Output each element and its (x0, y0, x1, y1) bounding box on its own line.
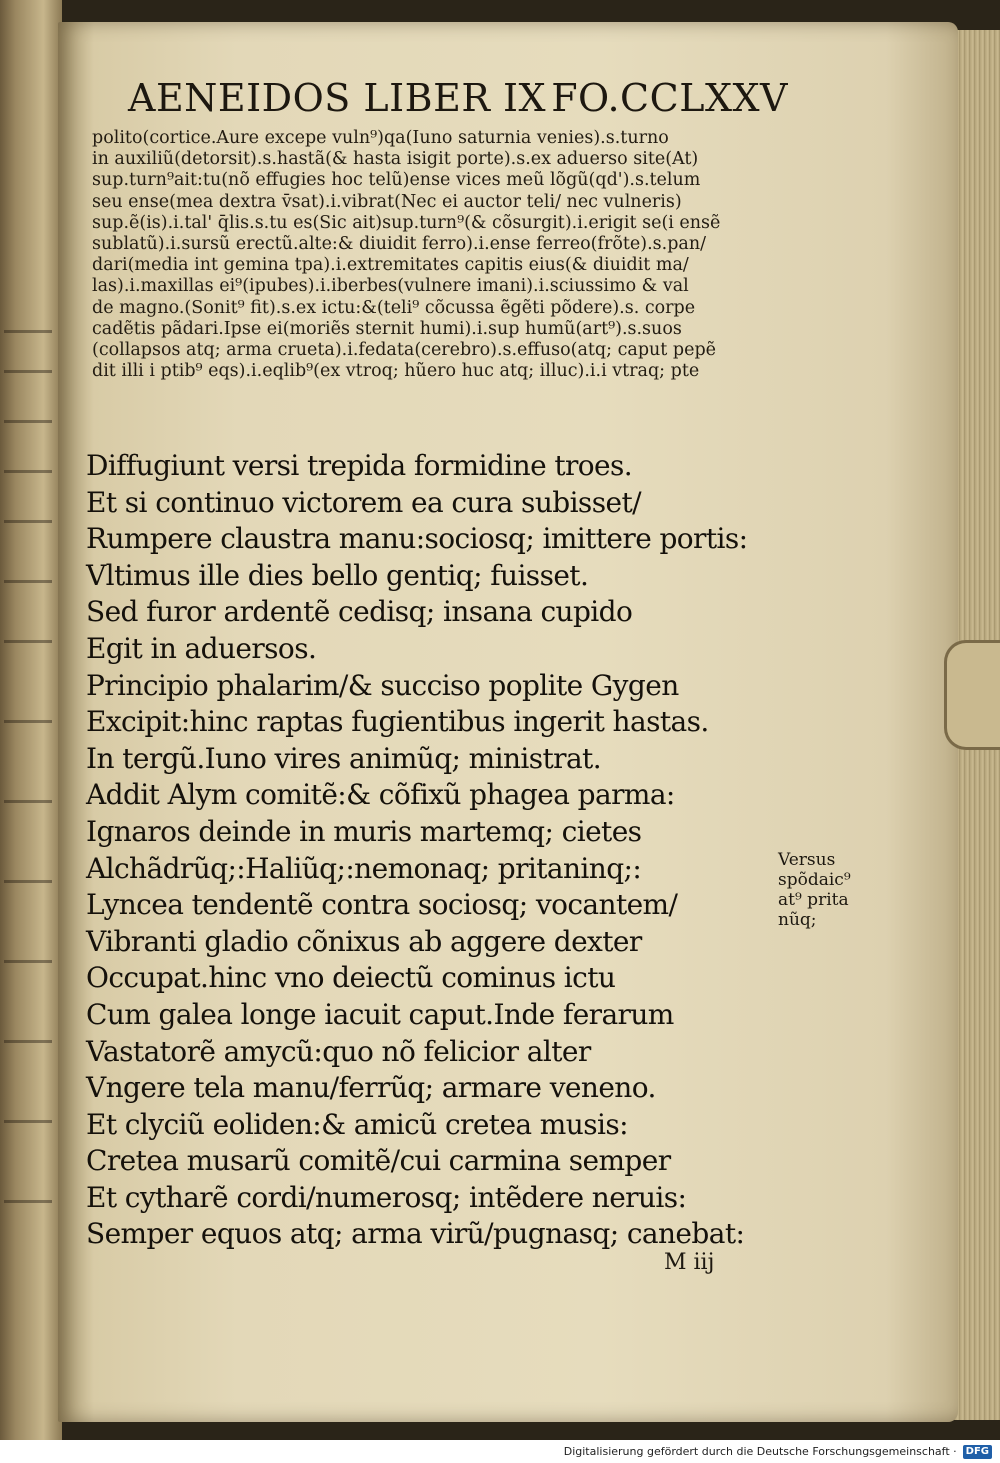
left-page-text-fragment (4, 1040, 52, 1043)
book-clasp (944, 640, 1000, 750)
left-page-text-fragment (4, 640, 52, 643)
verse-line: Vltimus ille dies bello gentiq; fuisset. (86, 558, 589, 592)
verse-block (86, 448, 786, 1253)
verse-line: Vastatorẽ amycũ:quo nõ felicior alter (86, 1034, 591, 1068)
verse-line: Semper equos atq; arma virũ/pugnasq; canebat: (86, 1217, 745, 1251)
left-page-text-fragment (4, 720, 52, 723)
funding-credit: Digitalisierung gefördert durch die Deutsche Forschungsgemeinschaft · (563, 1445, 957, 1458)
signature-mark: M iij (664, 1250, 715, 1275)
left-page-text-fragment (4, 800, 52, 803)
verse-line: Cretea musarũ comitẽ/cui carmina semper (86, 1144, 671, 1178)
left-page-text-fragment (4, 330, 52, 333)
book-title: AENEIDOS LIBER IX (128, 76, 547, 120)
verse-line: Ignaros deinde in muris martemq; cietes (86, 814, 642, 848)
marginal-note-line: Versus (778, 850, 836, 870)
commentary-line: sup.ẽ(is).i.tal' q̄lis.s.tu es(Sic ait)sup.turn⁹(& cõsurgit).i.erigit se(i ensẽ (92, 212, 721, 233)
verse-line: Diffugiunt versi trepida formidine troes. (86, 449, 633, 482)
left-page-text-fragment (4, 470, 52, 473)
commentary-line: dit illi i ptib⁹ eqs).i.eqlib⁹(ex vtroq; hũero huc atq; illuc).i.i vtraq; pte (92, 361, 700, 382)
marginal-note-line: at⁹ prita (778, 890, 849, 910)
verse-line: Et cytharẽ cordi/numerosq; intẽdere neruis: (86, 1180, 687, 1214)
dfg-logo: DFG (963, 1445, 992, 1459)
verse-line: In tergũ.Iuno vires animũq; ministrat. (86, 741, 602, 775)
left-page-text-fragment (4, 1200, 52, 1203)
verse-line: Addit Alym comitẽ:& cõfixũ phagea parma: (86, 778, 675, 812)
marginal-note (778, 850, 888, 930)
commentary-block (92, 128, 792, 382)
verse-line: Et clyciũ eoliden:& amicũ cretea musis: (86, 1107, 628, 1141)
commentary-line: polito(cortice.Aure excepe vuln⁹)qa(Iuno saturnia venies).s.turno (92, 128, 669, 148)
commentary-line: de magno.(Sonit⁹ fit).s.ex ictu:&(teli⁹ cõcussa ẽgẽti põdere).s. corpe (92, 297, 696, 318)
verse-line: Sed furor ardentẽ cedisq; insana cupido (86, 595, 633, 629)
commentary-line: sup.turn⁹ait:tu(nõ effugies hoc telũ)ense vices meũ lõgũ(qd').s.telum (92, 170, 701, 191)
commentary-line: cadẽtis pãdari.Ipse ei(moriẽs sternit humi).i.sup humũ(art⁹).s.suos (92, 318, 682, 339)
left-page-text-fragment (4, 370, 52, 373)
footer-bar (0, 1440, 1000, 1463)
left-page-text-fragment (4, 960, 52, 963)
verse-line: Vngere tela manu/ferrũq; armare veneno. (86, 1071, 656, 1105)
verse-line: Lyncea tendentẽ contra sociosq; vocantem/ (86, 888, 678, 922)
verse-line: Cum galea longe iacuit caput.Inde ferarum (86, 997, 674, 1031)
verse-line: Alchãdrũq;:Haliũq;:nemonaq; pritaninq;: (86, 851, 642, 885)
left-page-text-fragment (4, 880, 52, 883)
commentary-line: dari(media int gemina tpa).i.extremitates capitis eius(& diuidit ma/ (92, 255, 689, 276)
verse-line: Rumpere claustra manu:sociosq; imittere portis: (86, 522, 748, 556)
verse-line: Occupat.hinc vno deiectũ cominus ictu (86, 961, 616, 995)
commentary-line: sublatũ).i.sursũ erectũ.alte:& diuidit ferro).i.ense ferreo(frõte).s.pan/ (92, 233, 706, 254)
verse-line: Vibranti gladio cõnixus ab aggere dexter (86, 924, 642, 958)
left-page-fragment (0, 0, 62, 1440)
commentary-line: las).i.maxillas ei⁹(ipubes).i.iberbes(vulnere imani).i.sciussimo & val (92, 276, 689, 297)
left-page-text-fragment (4, 520, 52, 523)
folio-number: FO.CCLXXV (551, 76, 788, 120)
left-page-text-fragment (4, 420, 52, 423)
verse-line: Principio phalarim/& succiso poplite Gygen (86, 668, 679, 702)
verse-line: Excipit:hinc raptas fugientibus ingerit hastas. (86, 705, 709, 739)
marginal-note-line: nũq; (778, 910, 817, 930)
left-page-text-fragment (4, 1120, 52, 1123)
commentary-line: (collapsos atq; arma crueta).i.fedata(cerebro).s.effuso(atq; caput pepẽ (92, 339, 717, 360)
running-head (128, 76, 788, 120)
verse-line: Et si continuo victorem ea cura subisset/ (86, 485, 641, 519)
commentary-line: in auxiliũ(detorsit).s.hastã(& hasta isigit porte).s.ex aduerso site(At) (92, 149, 699, 170)
left-page-text-fragment (4, 580, 52, 583)
verse-line: Egit in aduersos. (86, 631, 317, 665)
commentary-line: seu ense(mea dextra v̄sat).i.vibrat(Nec ei auctor teli/ nec vulneris) (92, 191, 682, 212)
marginal-note-line: spõdaic⁹ (778, 870, 851, 890)
